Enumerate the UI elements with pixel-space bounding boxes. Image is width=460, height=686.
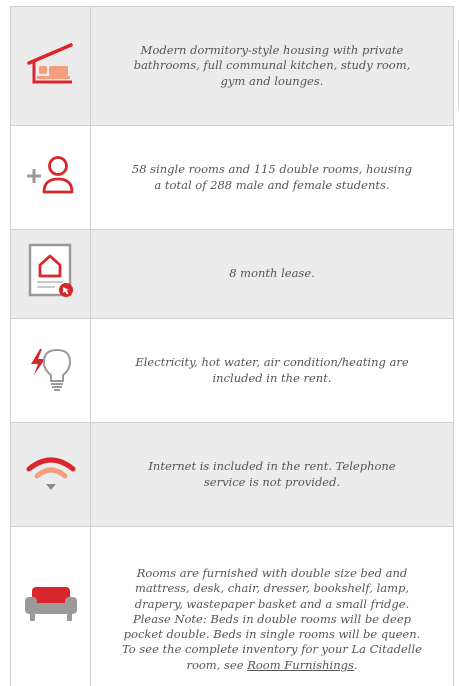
amenity-row-housing [11, 6, 453, 125]
icon-cell [11, 527, 91, 686]
amenity-text: 58 single rooms and 115 double rooms, housing a total of 288 male and female students. [131, 162, 413, 192]
amenity-text: Internet is included in the rent. Telephone service is not provided. [148, 459, 396, 489]
amenity-text: 8 month lease. [229, 266, 315, 281]
add-person-icon [25, 154, 77, 202]
icon-cell [11, 126, 91, 229]
amenity-description [91, 423, 453, 526]
icon-cell [11, 230, 91, 318]
icon-cell [11, 319, 91, 422]
amenity-row-internet [11, 422, 453, 526]
sofa-icon [23, 585, 79, 629]
wifi-icon [25, 453, 77, 497]
scrollbar-edge [458, 40, 459, 110]
amenity-row-utilities [11, 318, 453, 422]
amenity-description [91, 126, 453, 229]
amenity-description [91, 7, 453, 125]
amenity-description [91, 230, 453, 318]
amenity-row-lease [11, 229, 453, 318]
amenity-description [91, 319, 453, 422]
amenity-text-body: Rooms are furnished with double size bed and mattress, desk, chair, dresser, bookshelf, lamp, drapery, wastepaper basket and a small fridge. Please Note: Beds in double rooms will be deep pocket double. Beds in single rooms will be queen. To see the complete inventory for your La Citadelle room, see [122, 566, 422, 672]
amenity-description [91, 527, 453, 686]
room-furnishings-link[interactable]: Room Furnishings [247, 657, 354, 672]
electricity-bulb-icon [26, 345, 76, 397]
lease-document-icon [25, 243, 77, 305]
amenity-text-suffix: . [353, 657, 358, 672]
amenity-text: Electricity, hot water, air condition/heating are included in the rent. [135, 355, 409, 385]
amenity-text: Modern dormitory-style housing with private bathrooms, full communal kitchen, study room, gym and lounges. [133, 43, 411, 88]
amenities-table [10, 6, 454, 686]
icon-cell [11, 423, 91, 526]
icon-cell [11, 7, 91, 125]
amenity-row-rooms [11, 125, 453, 229]
dorm-bed-icon [26, 43, 76, 89]
amenity-row-furnishings [11, 526, 453, 686]
amenity-text [121, 540, 423, 672]
